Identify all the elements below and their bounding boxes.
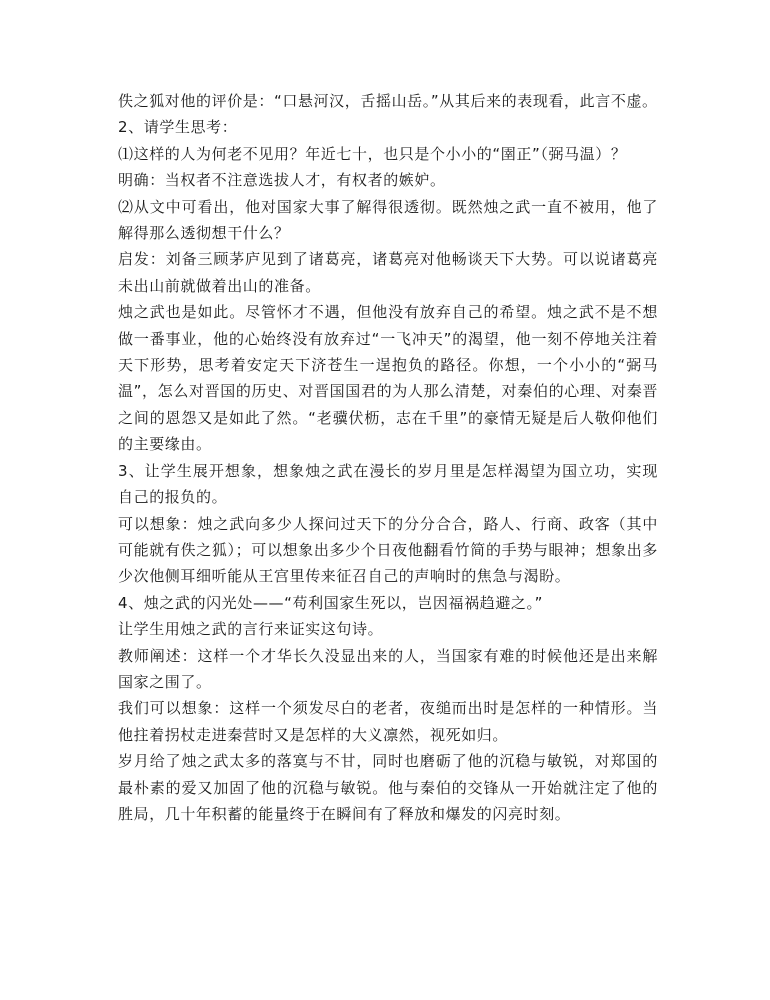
paragraph-teacher: 教师阐述：这样一个才华长久没显出来的人，当国家有难的时候他还是出来解国家之围了。: [118, 646, 658, 691]
hint-zhuge: 启发：刘备三顾茅庐见到了诸葛亮，诸葛亮对他畅谈天下大势。可以说诸葛亮未出山前就做着出山的准备。: [118, 250, 658, 295]
heading-shining-point: 4、烛之武的闪光处——“苟利国家生死以，岂因福祸趋避之。”: [118, 593, 543, 612]
paragraph-verify: 让学生用烛之武的言行来证实这句诗。: [118, 620, 384, 639]
question-1: ⑴这样的人为何老不见用？年近七十，也只是个小小的“圉正”（弼马温）？: [118, 144, 627, 163]
paragraph-evaluation: 佚之狐对他的评价是：“口悬河汉，舌摇山岳。”从其后来的表现看，此言不虚。: [118, 92, 658, 110]
document-body: [118, 88, 658, 827]
paragraph-zhuzhiwu-same: 烛之武也是如此。尽管怀才不遇，但他没有放弃自己的希望。烛之武不是不想做一番事业，他的心始终没有放弃过“一飞冲天”的渴望，他一刻不停地关注着天下形势，思考着安定天下济苍生一逞抱负的路径。你想，一个小小的“弼马温”，怎么对晋国的历史、对晋国国君的为人那么清楚，对秦伯的心理、对秦晋之间的恩怨又是如此了然。“老骥伏枥，志在千里”的豪情无疑是后人敬仰他们的主要缘由。: [118, 303, 658, 454]
paragraph-imagine: 可以想象：烛之武向多少人探问过天下的分分合合，路人、行商、政客（其中可能就有佚之狐）；可以想象出多少个日夜他翻看竹简的手势与眼神；想象出多少次他侧耳细听能从王宫里传来征召自己的声响时的焦急与渴盼。: [118, 514, 658, 586]
heading-imagine: 3、让学生展开想象，想象烛之武在漫长的岁月里是怎样渴望为国立功，实现自己的报负的。: [118, 461, 658, 507]
question-2: ⑵从文中可看出，他对国家大事了解得很透彻。既然烛之武一直不被用，他了解得那么透彻想干什么？: [118, 197, 658, 243]
answer-1: 明确：当权者不注意选拔人才，有权者的嫉妒。: [118, 171, 446, 190]
paragraph-years: 岁月给了烛之武太多的落寞与不甘，同时也磨砺了他的沉稳与敏锐，对郑国的最朴素的爱又加固了他的沉稳与敏锐。他与秦伯的交锋从一开始就注定了他的胜局，几十年积蓄的能量终于在瞬间有了释放和爆发的闪亮时刻。: [118, 752, 658, 823]
heading-think: 2、请学生思考：: [118, 118, 238, 137]
paragraph-old-man: 我们可以想象：这样一个须发尽白的老者，夜缒而出时是怎样的一种情形。当他拄着拐杖走进秦营时又是怎样的大义凛然，视死如归。: [118, 699, 658, 744]
